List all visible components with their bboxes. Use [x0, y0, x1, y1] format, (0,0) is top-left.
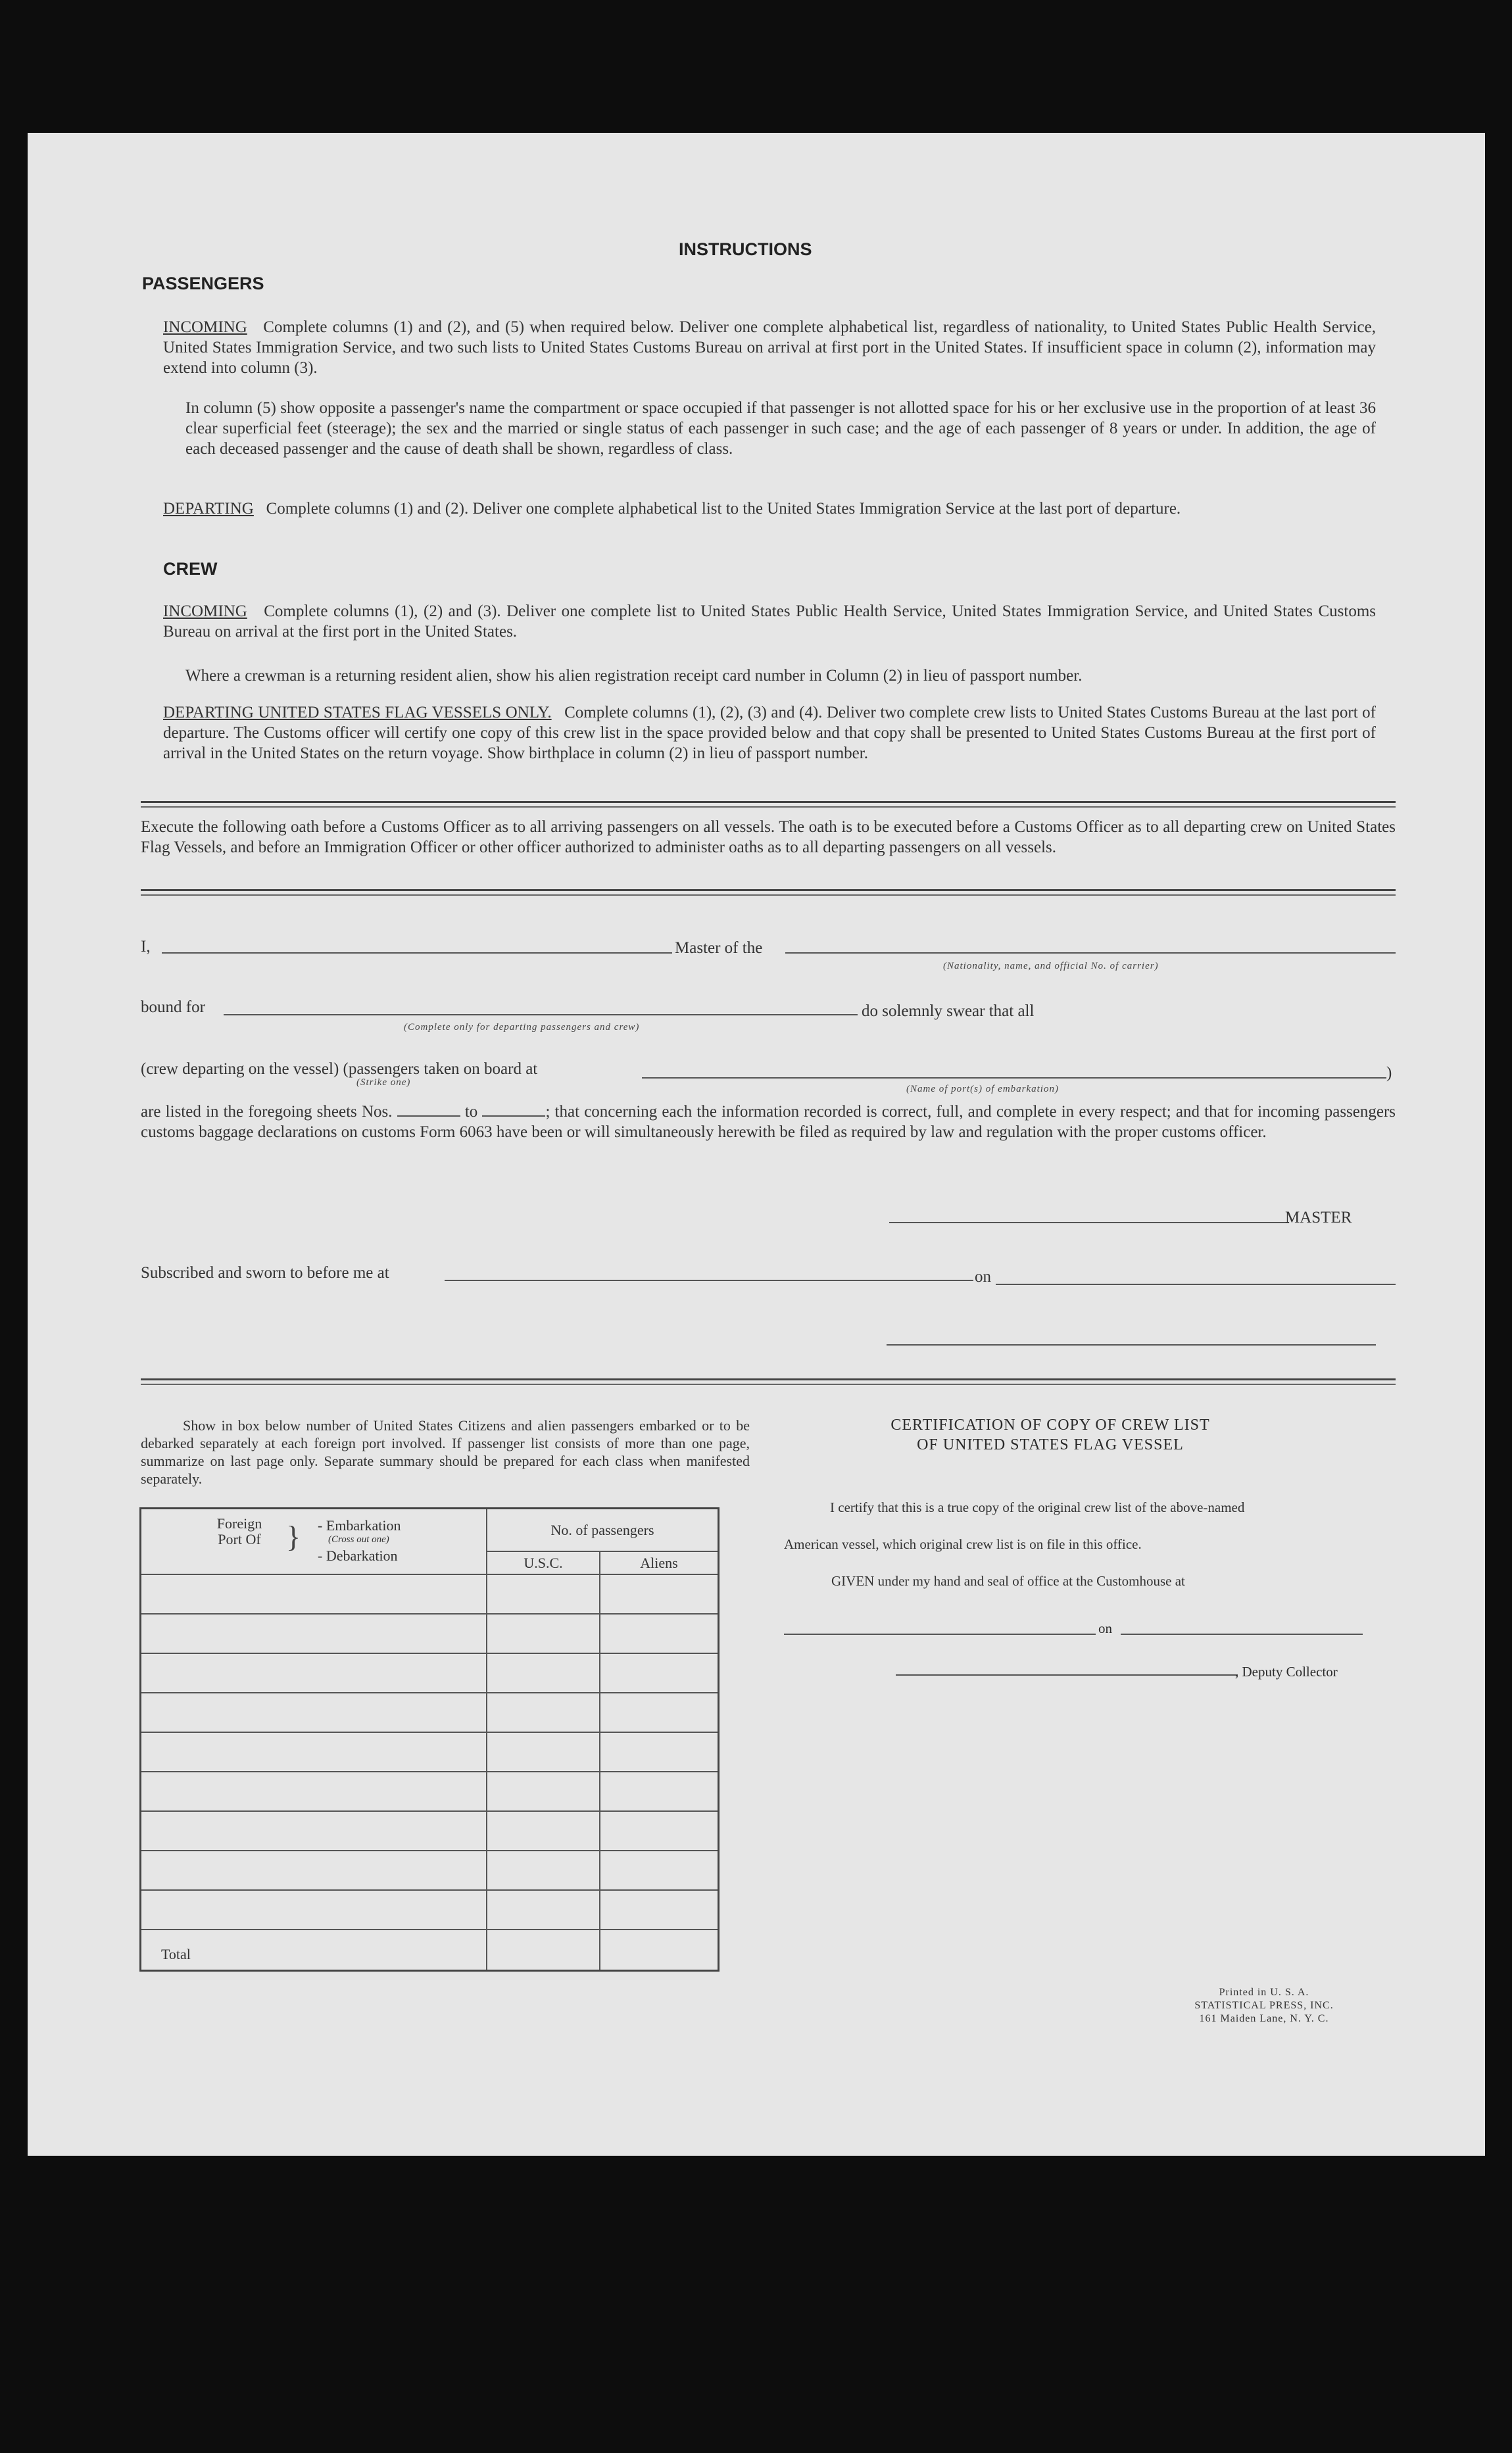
flag-label: DEPARTING UNITED STATES FLAG VESSELS ONLY.	[163, 704, 552, 721]
port-cell[interactable]	[141, 1614, 487, 1653]
master-of-the-label: Master of the	[675, 939, 763, 957]
bound-for-label: bound for	[141, 998, 205, 1016]
form-sheet	[28, 133, 1485, 2156]
usc-cell[interactable]	[487, 1772, 600, 1811]
table-row	[141, 1693, 719, 1732]
total-label: Total	[141, 1930, 487, 1970]
usc-cell[interactable]	[487, 1693, 600, 1732]
departing-text: Complete columns (1) and (2). Deliver one complete alphabetical list to the United States Immigration Service at the last port of departure.	[266, 500, 1181, 518]
table-row	[141, 1772, 719, 1811]
aliens-cell[interactable]	[600, 1851, 719, 1890]
flag-text: Complete columns (1), (2), (3) and (4). Deliver two complete crew lists to United States Customs Bureau at the last port of departure. The Customs officer will certify one copy of this crew list in the space provided below and that copy shall be presented to United States Customs Bureau at the first port of arrival in the United States on the return voyage. Show birthplace in column (2) in lieu of passport number.	[163, 704, 1377, 762]
debarkation-label: - Debarkation	[318, 1547, 398, 1564]
aliens-cell[interactable]	[600, 1890, 719, 1930]
bound-for-field[interactable]	[224, 1014, 858, 1015]
master-label: MASTER	[1285, 1209, 1352, 1226]
departing-label: DEPARTING	[163, 500, 254, 518]
aliens-cell[interactable]	[600, 1653, 719, 1693]
total-row	[141, 1930, 719, 1970]
table-row	[141, 1851, 719, 1890]
solemnly-swear-label: do solemnly swear that all	[862, 1002, 1035, 1020]
customhouse-field[interactable]	[784, 1634, 1096, 1635]
passengers-heading: PASSENGERS	[142, 274, 264, 293]
usc-cell[interactable]	[487, 1614, 600, 1653]
cross-out-caption: (Cross out one)	[328, 1534, 389, 1545]
divider	[141, 1378, 1396, 1385]
port-header-cell	[141, 1509, 487, 1575]
strike-one-caption: (Strike one)	[356, 1077, 411, 1088]
sworn-place-field[interactable]	[445, 1280, 973, 1281]
subscribed-label: Subscribed and sworn to before me at	[141, 1264, 389, 1282]
master-name-field[interactable]	[162, 952, 672, 954]
aliens-cell[interactable]	[600, 1693, 719, 1732]
passenger-summary-table	[139, 1507, 719, 1972]
crewman-note: Where a crewman is a returning resident alien, show his alien registration receipt card number in Column (2) in lieu of passport number.	[185, 667, 1083, 685]
embarkation-label: - Embarkation	[318, 1517, 401, 1534]
close-paren: )	[1386, 1064, 1392, 1082]
port-cell[interactable]	[141, 1851, 487, 1890]
table-row	[141, 1811, 719, 1851]
column5-note: In column (5) show opposite a passenger's name the compartment or space occupied if that passenger is not allotted space for his or her exclusive use in the proportion of at least 36 clear superficial feet (steerage); the sex and the married or single status of each passenger in such case; and the age of each passenger of 8 years or under. In addition, the age of each deceased passenger and the cause of death shall be shown, regardless of class.	[185, 399, 1376, 458]
table-row	[141, 1653, 719, 1693]
brace: }	[286, 1520, 301, 1553]
aliens-cell[interactable]	[600, 1811, 719, 1851]
passengers-incoming	[163, 317, 1376, 378]
aliens-cell[interactable]	[600, 1574, 719, 1614]
sworn-on-label: on	[975, 1268, 991, 1286]
instructions-title: INSTRUCTIONS	[679, 239, 812, 259]
table-row	[141, 1732, 719, 1772]
table-row	[141, 1890, 719, 1930]
crew-incoming	[163, 601, 1376, 642]
usc-cell[interactable]	[487, 1653, 600, 1693]
printer-line3: 161 Maiden Lane, N. Y. C.	[1199, 2013, 1329, 2024]
crew-incoming-text: Complete columns (1), (2) and (3). Deliver one complete list to United States Public Health Service, United States Immigration Service, and United States Customs Bureau on arrival at the first port in the United States.	[163, 602, 1376, 641]
total-usc-cell[interactable]	[487, 1930, 600, 1970]
sheet-to-field[interactable]	[482, 1101, 545, 1117]
certify-text: I certify that this is a true copy of the original crew list of the above-named	[830, 1499, 1245, 1515]
passengers-departing	[163, 498, 1376, 519]
port-cell[interactable]	[141, 1653, 487, 1693]
port-cell[interactable]	[141, 1574, 487, 1614]
carrier-field[interactable]	[785, 952, 1396, 954]
incoming-label: INCOMING	[163, 318, 247, 336]
divider	[141, 801, 1396, 808]
listed-to: to	[464, 1103, 478, 1121]
certification-title	[837, 1415, 1264, 1455]
certification-title-line1: CERTIFICATION OF COPY OF CREW LIST	[890, 1417, 1210, 1434]
oath-execute-text: Execute the following oath before a Customs Officer as to all arriving passengers on all vessels. The oath is to be executed before a Customs Officer as to all departing crew on United States Flag Vessels, and before an Immigration Officer or other officer authorized to administer oaths as to all departing passengers on all vessels.	[141, 818, 1396, 856]
listed-sheets-text	[141, 1101, 1396, 1142]
deputy-collector-label: , Deputy Collector	[1235, 1664, 1338, 1680]
usc-cell[interactable]	[487, 1851, 600, 1890]
usc-cell[interactable]	[487, 1811, 600, 1851]
ports-caption: (Name of port(s) of embarkation)	[906, 1084, 1059, 1094]
aliens-header: Aliens	[600, 1551, 719, 1574]
certification-title-line2: OF UNITED STATES FLAG VESSEL	[917, 1436, 1184, 1453]
port-cell[interactable]	[141, 1811, 487, 1851]
total-aliens-cell[interactable]	[600, 1930, 719, 1970]
aliens-cell[interactable]	[600, 1772, 719, 1811]
flag-vessels	[163, 702, 1376, 764]
crew-incoming-label: INCOMING	[163, 602, 247, 620]
american-text: American vessel, which original crew list is on file in this office.	[784, 1536, 1142, 1552]
port-cell[interactable]	[141, 1693, 487, 1732]
crew-heading: CREW	[163, 559, 218, 579]
printer-imprint	[1146, 1986, 1382, 2026]
port-cell[interactable]	[141, 1772, 487, 1811]
given-text: GIVEN under my hand and seal of office at the Customhouse at	[831, 1573, 1185, 1589]
table-row	[141, 1614, 719, 1653]
summary-note: Show in box below number of United States Citizens and alien passengers embarked or to be debarked separately at each foreign port involved. If passenger list consists of more than one page, summarize on last page only. Separate summary should be prepared for each class when manifested separately.	[141, 1417, 750, 1487]
table-row	[141, 1574, 719, 1614]
divider	[141, 889, 1396, 896]
master-signature-field[interactable]	[889, 1222, 1289, 1223]
officer-signature-field[interactable]	[887, 1344, 1376, 1346]
usc-header: U.S.C.	[487, 1551, 600, 1574]
listed-suffix: ; that concerning each the information recorded is correct, full, and complete in every respect; and that for incoming passengers customs baggage declarations on customs Form 6063 have been or will simultaneously herewith be filed as required by law and regulation with the proper customs officer.	[141, 1103, 1396, 1141]
cert-date-field[interactable]	[1121, 1634, 1363, 1635]
printer-line1: Printed in U. S. A.	[1219, 1987, 1309, 1998]
port-cell[interactable]	[141, 1890, 487, 1930]
cert-on-label: on	[1098, 1620, 1112, 1636]
printer-line2: STATISTICAL PRESS, INC.	[1194, 2000, 1334, 2011]
aliens-cell[interactable]	[600, 1614, 719, 1653]
oath-i-label: I,	[141, 938, 151, 956]
usc-cell[interactable]	[487, 1574, 600, 1614]
no-passengers-header: No. of passengers	[487, 1509, 719, 1552]
usc-cell[interactable]	[487, 1890, 600, 1930]
crew-departing-label: (crew departing on the vessel) (passengers taken on board at	[141, 1060, 538, 1078]
foreign-port-label: Foreign Port Of	[216, 1515, 262, 1547]
listed-prefix: are listed in the foregoing sheets Nos.	[141, 1103, 393, 1121]
embarkation-ports-field[interactable]	[642, 1077, 1386, 1079]
aliens-cell[interactable]	[600, 1732, 719, 1772]
bound-caption: (Complete only for departing passengers and crew)	[404, 1022, 640, 1032]
carrier-caption: (Nationality, name, and official No. of carrier)	[943, 961, 1159, 971]
sworn-date-field[interactable]	[996, 1284, 1396, 1285]
incoming-text: Complete columns (1) and (2), and (5) when required below. Deliver one complete alphabetical list, regardless of nationality, to United States Public Health Service, United States Immigration Service, and two such lists to United States Customs Bureau on arrival at first port in the United States. If insufficient space in column (2), information may extend into column (3).	[163, 318, 1377, 377]
table-header-row	[141, 1509, 719, 1552]
usc-cell[interactable]	[487, 1732, 600, 1772]
deputy-signature-field[interactable]	[896, 1674, 1238, 1676]
port-cell[interactable]	[141, 1732, 487, 1772]
sheet-from-field[interactable]	[397, 1101, 460, 1117]
